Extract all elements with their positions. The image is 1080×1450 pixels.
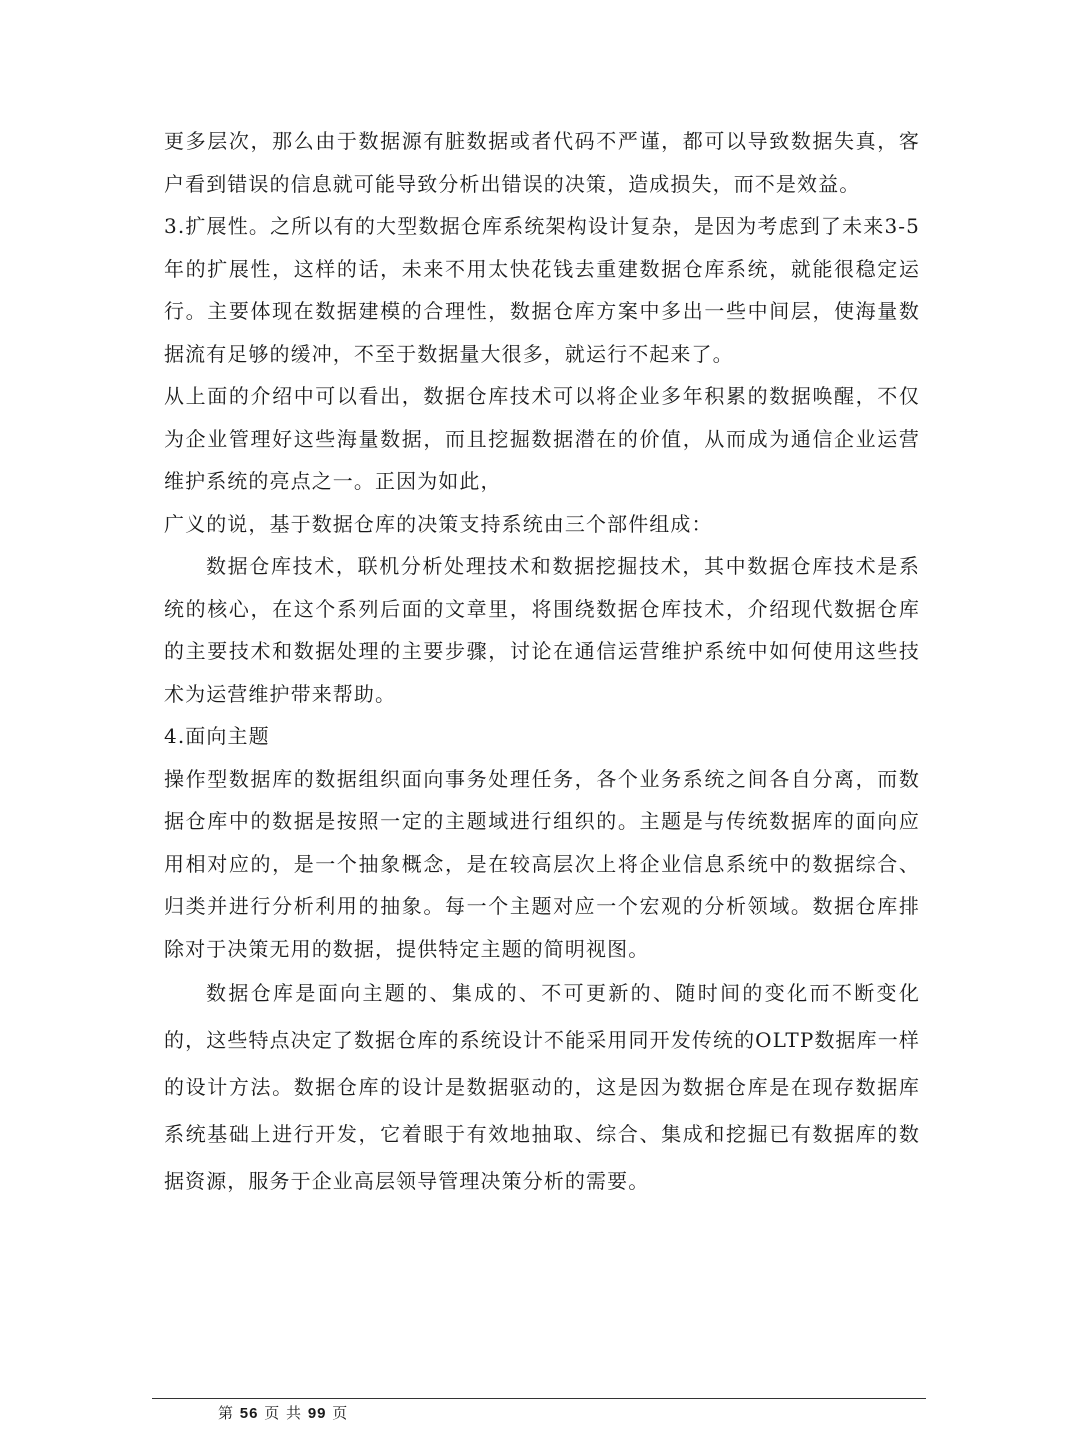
paragraph-dss-components: 广义的说，基于数据仓库的决策支持系统由三个部件组成： bbox=[164, 511, 713, 536]
footer-prefix: 第 bbox=[218, 1404, 235, 1422]
paragraph-subject-organization: 操作型数据库的数据组织面向事务处理任务，各个业务系统之间各自分离，而数据仓库中的数据是按照一定的主题域进行组织的。主题是与传统数据库的面向应用相对应的，是一个抽象概念，是在较高层次上将企业信息系统中的数据综合、归类并进行分析利用的抽象。每一个主题对应一个宏观的分析领域。数据仓库排除对于决策无用的数据，提供特定主题的简明视图。 bbox=[164, 766, 920, 961]
paragraph-design-method: 数据仓库是面向主题的、集成的、不可更新的、随时间的变化而不断变化的，这些特点决定了数据仓库的系统设计不能采用同开发传统的OLTP数据库一样的设计方法。数据仓库的设计是数据驱动的，这是因为数据仓库是在现存数据库系统基础上进行开发，它着眼于有效地抽取、综合、集成和挖掘已有数据库的数据资源，服务于企业高层领导管理决策分析的需要。 bbox=[164, 981, 920, 1193]
paragraph-core-technologies: 数据仓库技术，联机分析处理技术和数据挖掘技术，其中数据仓库技术是系统的核心，在这个系列后面的文章里，将围绕数据仓库技术，介绍现代数据仓库的主要技术和数据处理的主要步骤，讨论在通信运营维护系统中如何使用这些技术为运营维护带来帮助。 bbox=[164, 554, 920, 706]
footer-divider bbox=[152, 1398, 926, 1399]
current-page-number: 56 bbox=[239, 1405, 259, 1422]
paragraph-data-quality: 更多层次，那么由于数据源有脏数据或者代码不严谨，都可以导致数据失真，客户看到错误的信息就可能导致分析出错误的决策，造成损失，而不是效益。 bbox=[164, 129, 920, 196]
page-number-footer bbox=[218, 1403, 348, 1424]
document-body bbox=[164, 120, 920, 1205]
paragraph-summary: 从上面的介绍中可以看出，数据仓库技术可以将企业多年积累的数据唤醒，不仅为企业管理好这些海量数据，而且挖掘数据潜在的价值，从而成为通信企业运营维护系统的亮点之一。正因为如此， bbox=[164, 384, 920, 493]
total-page-count: 99 bbox=[307, 1405, 327, 1422]
footer-middle: 页 共 bbox=[264, 1404, 303, 1422]
paragraph-scalability: 3.扩展性。之所以有的大型数据仓库系统架构设计复杂，是因为考虑到了未来3-5年的扩展性，这样的话，未来不用太快花钱去重建数据仓库系统，就能很稳定运行。主要体现在数据建模的合理性，数据仓库方案中多出一些中间层，使海量数据流有足够的缓冲，不至于数据量大很多，就运行不起来了。 bbox=[164, 214, 920, 366]
section-heading-subject-oriented: 4.面向主题 bbox=[164, 724, 270, 748]
footer-suffix: 页 bbox=[332, 1404, 349, 1422]
